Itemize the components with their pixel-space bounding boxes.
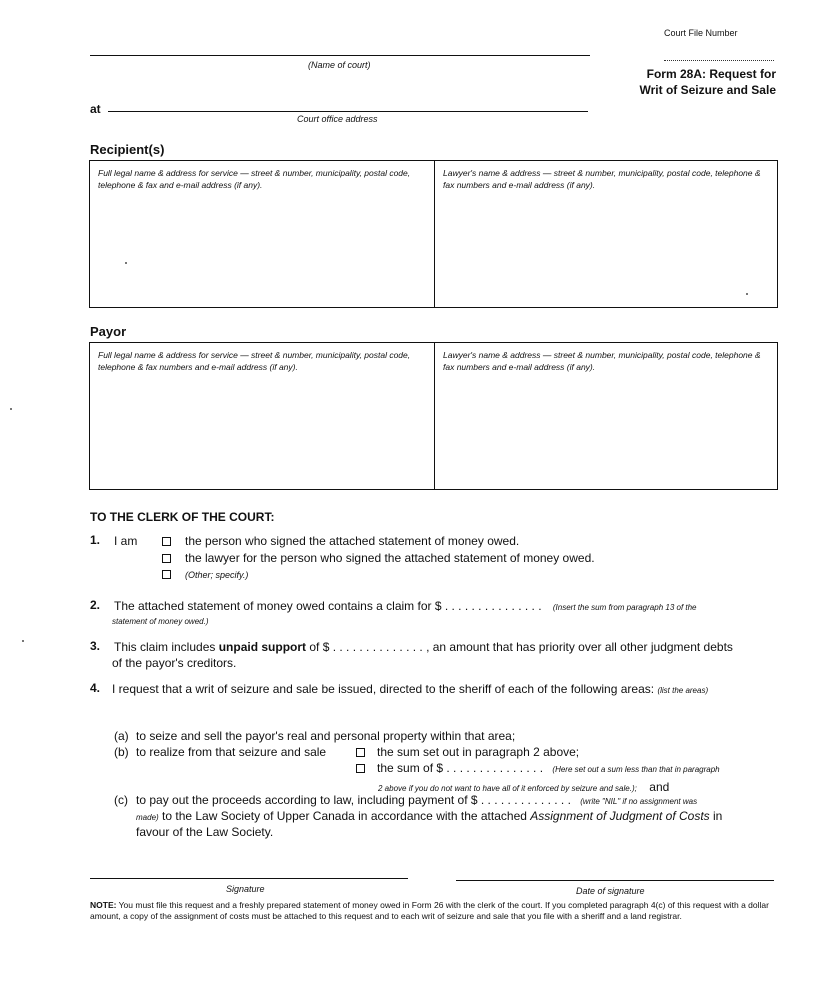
item-b-label: (b) <box>114 745 129 759</box>
paragraph-1-lead: I am <box>114 534 138 548</box>
footer-note <box>90 900 778 922</box>
areas-list-field[interactable] <box>112 698 772 722</box>
scan-speck <box>22 640 24 642</box>
paragraph-3-number: 3. <box>90 639 101 653</box>
form-title-line1: Form 28A: Request for <box>646 67 776 81</box>
paragraph-1-number: 1. <box>90 533 101 547</box>
paragraph-4-note: (list the areas) <box>657 686 709 695</box>
paragraph-3-line-2: of the payor's creditors. <box>112 656 237 670</box>
item-a-text: to seize and sell the payor's real and personal property within that area; <box>136 729 516 743</box>
at-label: at <box>90 102 101 116</box>
checkbox-person[interactable] <box>162 537 171 546</box>
note-label: NOTE: <box>90 900 117 910</box>
paragraph-2-note-a: (Insert the sum from paragraph 13 of the <box>552 603 697 612</box>
court-file-number-label: Court File Number <box>664 28 738 38</box>
payor-lawyer-cell[interactable] <box>435 343 777 489</box>
recipient-party-caption: Full legal name & address for service — street & number, municipality, postal code, telephone & fax and e-mail address (if any). <box>98 168 411 190</box>
paragraph-1-option-1 <box>162 533 519 549</box>
paragraph-2-number: 2. <box>90 598 101 612</box>
item-c-line-3: favour of the Law Society. <box>136 825 274 839</box>
date-of-signature-field[interactable] <box>456 880 774 881</box>
item-c-note: (write "NIL" if no assignment was <box>580 797 698 806</box>
paragraph-4-main: I request that a writ of seizure and sale be issued, directed to the sheriff of each of the following areas: <box>112 682 655 696</box>
recipient-lawyer-caption: Lawyer's name & address — street & number, municipality, postal code, telephone & fax numbers and e-mail address (if any). <box>443 168 761 190</box>
paragraph-2-main: The attached statement of money owed contains a claim for $ . . . . . . . . . . . . . . . <box>114 599 542 613</box>
option-2-text: the lawyer for the person who signed the attached statement of money owed. <box>185 551 595 565</box>
court-office-address-caption: Court office address <box>297 114 378 124</box>
checkbox-other[interactable] <box>162 570 171 579</box>
item-b-note-a: (Here set out a sum less than that in paragraph <box>552 765 720 774</box>
form-title <box>600 66 776 98</box>
item-c-label: (c) <box>114 793 128 807</box>
recipients-heading: Recipient(s) <box>90 142 165 157</box>
paragraph-3-post: of $ . . . . . . . . . . . . . . , an amount that has priority over all other judgment debts <box>306 640 733 654</box>
name-of-court-field[interactable] <box>90 55 590 56</box>
court-file-number-field[interactable] <box>664 60 774 61</box>
signature-caption: Signature <box>226 884 265 894</box>
paragraph-1-option-2 <box>162 550 595 566</box>
payor-lawyer-caption: Lawyer's name & address — street & number, municipality, postal code, telephone & fax numbers and e-mail address (if any). <box>443 350 761 372</box>
payor-box <box>89 342 778 490</box>
recipients-box <box>89 160 778 308</box>
payor-party-caption: Full legal name & address for service — street & number, municipality, postal code, telephone & fax numbers and e-mail address (if any). <box>98 350 411 372</box>
item-b-option-1-text: the sum set out in paragraph 2 above; <box>377 745 580 759</box>
scan-speck <box>10 408 12 410</box>
option-1-text: the person who signed the attached statement of money owed. <box>185 534 520 548</box>
paragraph-1-option-3 <box>162 566 248 583</box>
note-text: You must file this request and a freshly prepared statement of money owed in Form 26 with the clerk of the court. If you completed paragraph 4(c) of this request with a dollar amount, a copy of the assignment of costs must be attached to this request and to each writ of seizure and sale that you file with a sheriff and a land registrar. <box>90 900 769 921</box>
clerk-heading: TO THE CLERK OF THE COURT: <box>90 510 275 524</box>
item-a-label: (a) <box>114 729 129 743</box>
paragraph-2-note-b: statement of money owed.) <box>112 617 209 626</box>
item-b-and: and <box>649 780 670 794</box>
item-c-line-2-note: made) <box>136 813 159 822</box>
form-title-line2: Writ of Seizure and Sale <box>639 83 776 97</box>
item-b-option-2-text: the sum of $ . . . . . . . . . . . . . . . <box>377 761 544 775</box>
date-of-signature-caption: Date of signature <box>576 886 645 896</box>
checkbox-sum-of[interactable] <box>356 764 365 773</box>
item-c-line-2-italic: Assignment of Judgment of Costs <box>530 809 710 823</box>
signature-field[interactable] <box>90 878 408 879</box>
payor-heading: Payor <box>90 324 127 339</box>
court-office-address-field[interactable] <box>108 111 588 112</box>
paragraph-2-text <box>114 598 784 616</box>
item-c-line-2-b: in <box>709 809 723 823</box>
item-b-option-1 <box>356 744 579 760</box>
item-c-main: to pay out the proceeds according to law, including payment of $ . . . . . . . . . . . . . . <box>136 793 571 807</box>
recipient-lawyer-cell[interactable] <box>435 161 777 307</box>
option-3-text: (Other; specify.) <box>185 570 249 580</box>
payor-party-cell[interactable] <box>90 343 435 489</box>
checkbox-sum-paragraph-2[interactable] <box>356 748 365 757</box>
scan-speck <box>746 293 748 295</box>
paragraph-4-number: 4. <box>90 681 101 695</box>
checkbox-lawyer[interactable] <box>162 554 171 563</box>
paragraph-3-text <box>114 639 784 655</box>
name-of-court-caption: (Name of court) <box>308 60 371 70</box>
paragraph-3-bold: unpaid support <box>218 640 307 654</box>
paragraph-3-pre: This claim includes <box>114 640 219 654</box>
paragraph-4-text <box>112 681 792 699</box>
item-c-line-2-a: to the Law Society of Upper Canada in accordance with the attached <box>158 809 531 823</box>
recipient-party-cell[interactable] <box>90 161 435 307</box>
item-b-option-2 <box>356 760 786 778</box>
item-b-note-b: 2 above if you do not want to have all of it enforced by seizure and sale.); <box>378 784 637 793</box>
scan-speck <box>125 262 127 264</box>
item-b-text: to realize from that seizure and sale <box>136 745 327 759</box>
